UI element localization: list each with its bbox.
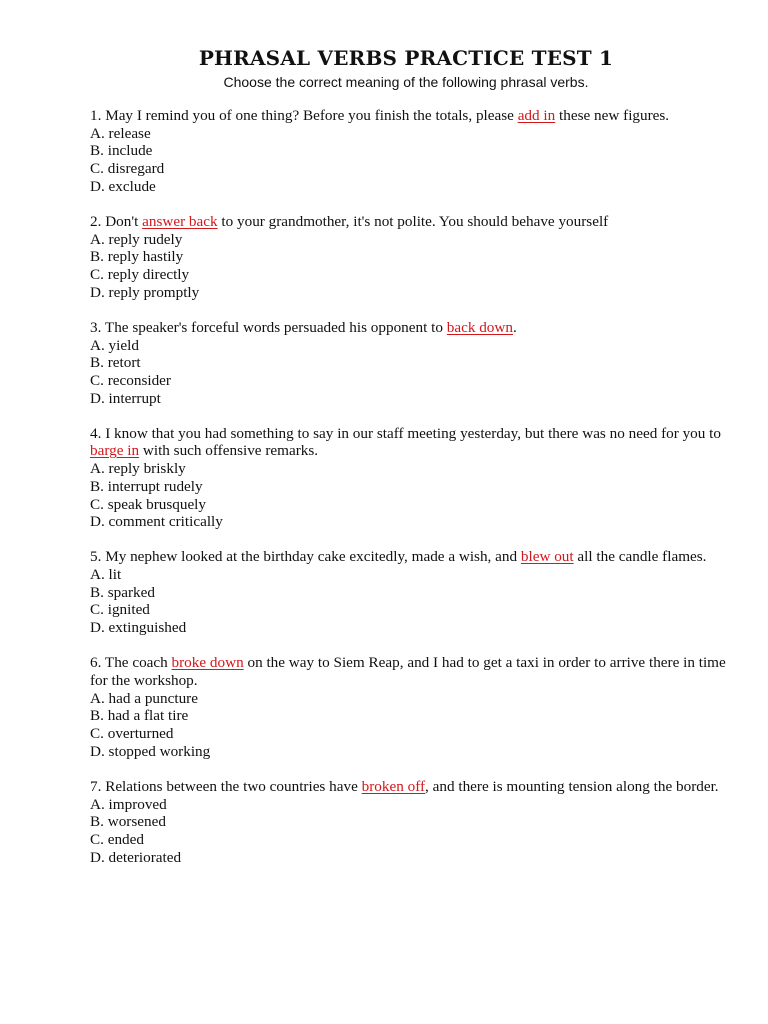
question-5 (90, 548, 730, 637)
stem-text: 7. Relations between the two countries have (90, 777, 362, 795)
option-d: D. stopped working (90, 742, 211, 760)
question-stem (90, 107, 730, 125)
question-stem (90, 425, 730, 460)
option-a: A. reply rudely (90, 230, 183, 248)
stem-text: with such offensive remarks. (139, 442, 319, 460)
question-2 (90, 213, 730, 302)
option-d: D. reply promptly (90, 283, 200, 301)
page-title: PHRASAL VERBS PRACTICE TEST 1 (198, 46, 614, 70)
option-a: A. had a puncture (90, 689, 198, 707)
option-c: C. ignited (90, 601, 150, 619)
question-1 (90, 107, 730, 196)
stem-text: all the candle flames. (573, 548, 707, 566)
instructions: Choose the correct meaning of the following phrasal verbs. (223, 74, 589, 90)
question-7 (90, 778, 730, 867)
stem-text: these new figures. (555, 107, 670, 124)
option-a: A. improved (90, 795, 167, 813)
option-c: C. reconsider (90, 371, 171, 389)
phrasal-verb: barge in (90, 442, 140, 460)
option-d: D. extinguished (90, 619, 187, 637)
phrasal-verb: add in (517, 107, 556, 124)
option-b: B. interrupt rudely (90, 477, 203, 495)
phrasal-verb: blew out (520, 548, 574, 566)
stem-text: to your grandmother, it's not polite. You should behave yourself (217, 212, 609, 230)
option-c: C. speak brusquely (90, 495, 206, 513)
option-d: D. comment critically (90, 513, 223, 531)
stem-text: . (512, 318, 517, 336)
question-6 (90, 654, 730, 760)
option-d: D. interrupt (90, 389, 161, 407)
stem-text: , and there is mounting tension along the border. (425, 777, 719, 795)
option-b: B. reply hastily (90, 248, 184, 266)
question-stem (90, 654, 730, 689)
option-b: B. had a flat tire (90, 707, 189, 725)
option-c: C. ended (90, 830, 144, 848)
question-stem (90, 778, 730, 796)
option-a: A. yield (90, 336, 139, 354)
question-4 (90, 425, 730, 531)
question-3 (90, 319, 730, 408)
stem-text: 1. May I remind you of one thing? Before you finish the totals, please (90, 107, 518, 124)
phrasal-verb: broke down (171, 654, 244, 672)
stem-text: 3. The speaker's forceful words persuaded his opponent to (90, 318, 447, 336)
stem-text: 4. I know that you had something to say in our staff meeting yesterday, but there was no need for you to (90, 424, 721, 442)
option-c: C. overturned (90, 725, 174, 743)
phrasal-verb: broken off (361, 777, 426, 795)
option-d: D. exclude (90, 177, 156, 195)
stem-text: 2. Don't (90, 212, 143, 230)
stem-text: 5. My nephew looked at the birthday cake excitedly, made a wish, and (90, 548, 521, 566)
option-a: A. reply briskly (90, 460, 186, 478)
stem-text: on the way to Siem Reap, and I had to get a taxi in order to arrive there in time for the workshop. (90, 654, 726, 689)
option-b: B. sparked (90, 583, 155, 601)
question-stem (90, 548, 730, 566)
option-d: D. deteriorated (90, 848, 182, 866)
option-c: C. disregard (90, 160, 165, 178)
option-c: C. reply directly (90, 266, 190, 284)
question-list (90, 107, 730, 884)
option-b: B. retort (90, 354, 141, 372)
option-b: B. worsened (90, 813, 166, 831)
option-b: B. include (90, 142, 153, 160)
stem-text: 6. The coach (90, 654, 172, 672)
question-stem (90, 319, 730, 337)
phrasal-verb: answer back (142, 212, 218, 230)
option-a: A. release (90, 124, 151, 142)
option-a: A. lit (90, 566, 122, 584)
phrasal-verb: back down (446, 318, 513, 336)
question-stem (90, 213, 730, 231)
